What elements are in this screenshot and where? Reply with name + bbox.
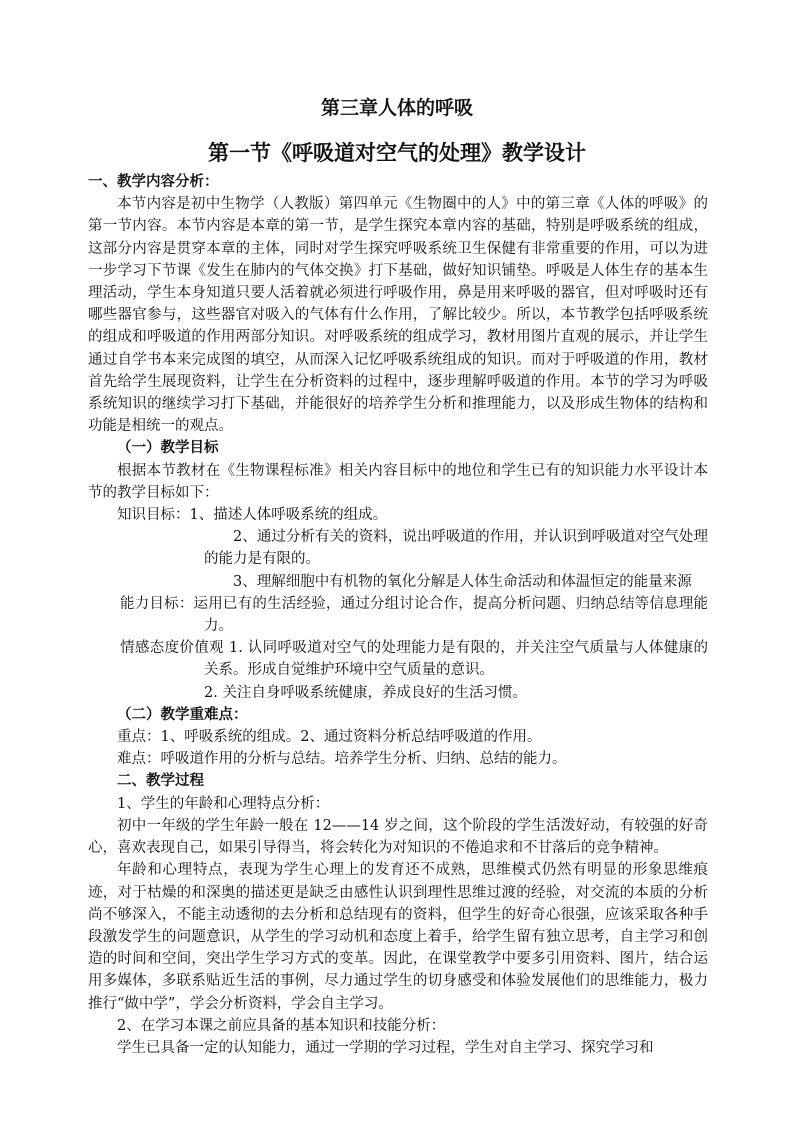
paragraph-student-psychology: 年龄和心理特点，表现为学生心理上的发育还不成熟，思维模式仍然有明显的形象思维痕迹，对于枯燥的和深奥的描述更是缺乏由感性认识到理性思维过渡的经验，对交流的本质的分析尚不够深入，不能主动透彻的去分析和总结现有的资料，但学生的好奇心很强，应该采取各种手段激发学生的问题意识，从学生的学习动机和态度上着手，给学生留有独立思考，自主学习和创造的时间和空间，突出学生学习方式的变革。因此，在课堂教学中要多引用资料、图片，结合运用多媒体，多联系贴近生活的事例，尽力通过学生的切身感受和体验发展他们的思维能力，极力推行“做中学”，学会分析资料，学会自主学习。 [88,862,708,1012]
key-focus: 重点：1、呼吸系统的组成。2、通过资料分析总结呼吸道的作用。 [117,729,542,746]
paragraph-goals-intro: 根据本节教材在《生物课程标准》相关内容目标中的地位和学生已有的知识能力水平设计本节的教学目标如下： [88,462,708,501]
paragraph-student-age: 初中一年级的学生年龄一般在 12——14 岁之间，这个阶段的学生活泼好动，有较强的好奇心，喜欢表现自己，如果引导得当，将会转化为对知识的不倦追求和不甘落后的竞争精神。 [88,817,708,857]
heading-teaching-process: 二、教学过程 [117,772,204,790]
key-difficulty: 难点：呼吸道作用的分析与总结。培养学生分析、归纳、总结的能力。 [117,751,567,768]
emotion-goal-1: 情感态度价值观 1. 认同呼吸道对空气的处理能力是有限的，并关注空气质量与人体健康的关系。形成自觉维护环境中空气质量的意识。 [120,640,708,679]
emotion-goal-2: 2. 关注自身呼吸系统健康，养成良好的生活习惯。 [204,684,527,701]
section-title: 第一节《呼吸道对空气的处理》教学设计 [208,140,586,165]
paragraph-prerequisites: 学生已具备一定的认知能力，通过一学期的学习过程，学生对自主学习、探究学习和 [117,1039,654,1056]
heading-content-analysis: 一、教学内容分析： [88,173,219,190]
knowledge-goal-3: 3、理解细胞中有机物的氧化分解是人体生命活动和体温恒定的能量来源 [233,573,692,590]
document-body [88,171,708,1059]
heading-key-points: （二）教学重难点： [117,705,248,723]
paragraph-content-analysis: 本节内容是初中生物学（人教版）第四单元《生物圈中的人》中的第三章《人体的呼吸》的第一节内容。本节内容是本章的第一节，是学生探究本章内容的基础，特别是呼吸系统的组成，这部分内容是贯穿本章的主体，同时对学生探究呼吸系统卫生保健有非常重要的作用，可以为进一步学习下节课《发生在肺内的气体交换》打下基础，做好知识铺垫。呼吸是人体生存的基本生理活动，学生本身知道只要人活着就必须进行呼吸作用，鼻是用来呼吸的器官，但对呼吸时还有哪些器官参与，这些器官对吸入的气体有什么作用，了解比较少。所以，本节教学包括呼吸系统的组成和呼吸道的作用两部分知识。对呼吸系统的组成学习，教材用图片直观的展示，并让学生通过自学书本来完成图的填空，从而深入记忆呼吸系统组成的知识。而对于呼吸道的作用，教材首先给学生展现资料，让学生在分析资料的过程中，逐步理解呼吸道的作用。本节的学习为呼吸系统知识的继续学习打下基础，并能很好的培养学生分析和推理能力，以及形成生物体的结构和功能是相统一的观点。 [88,196,708,435]
subheading-prerequisites: 2、在学习本课之前应具备的基本知识和技能分析： [117,1017,446,1034]
knowledge-goal-2: 2、通过分析有关的资料，说出呼吸道的作用，并认识到呼吸道对空气处理的能力是有限的。 [204,529,708,568]
ability-goal: 能力目标：运用已有的生活经验，通过分组讨论合作，提高分析问题、归纳总结等信息理能力。 [120,595,708,635]
heading-teaching-goals: （一）教学目标 [117,439,219,457]
chapter-title: 第三章人体的呼吸 [320,97,473,119]
subheading-student-analysis: 1、学生的年龄和心理特点分析： [117,795,330,812]
knowledge-goal-1: 知识目标：1、描述人体呼吸系统的组成。 [117,507,388,524]
